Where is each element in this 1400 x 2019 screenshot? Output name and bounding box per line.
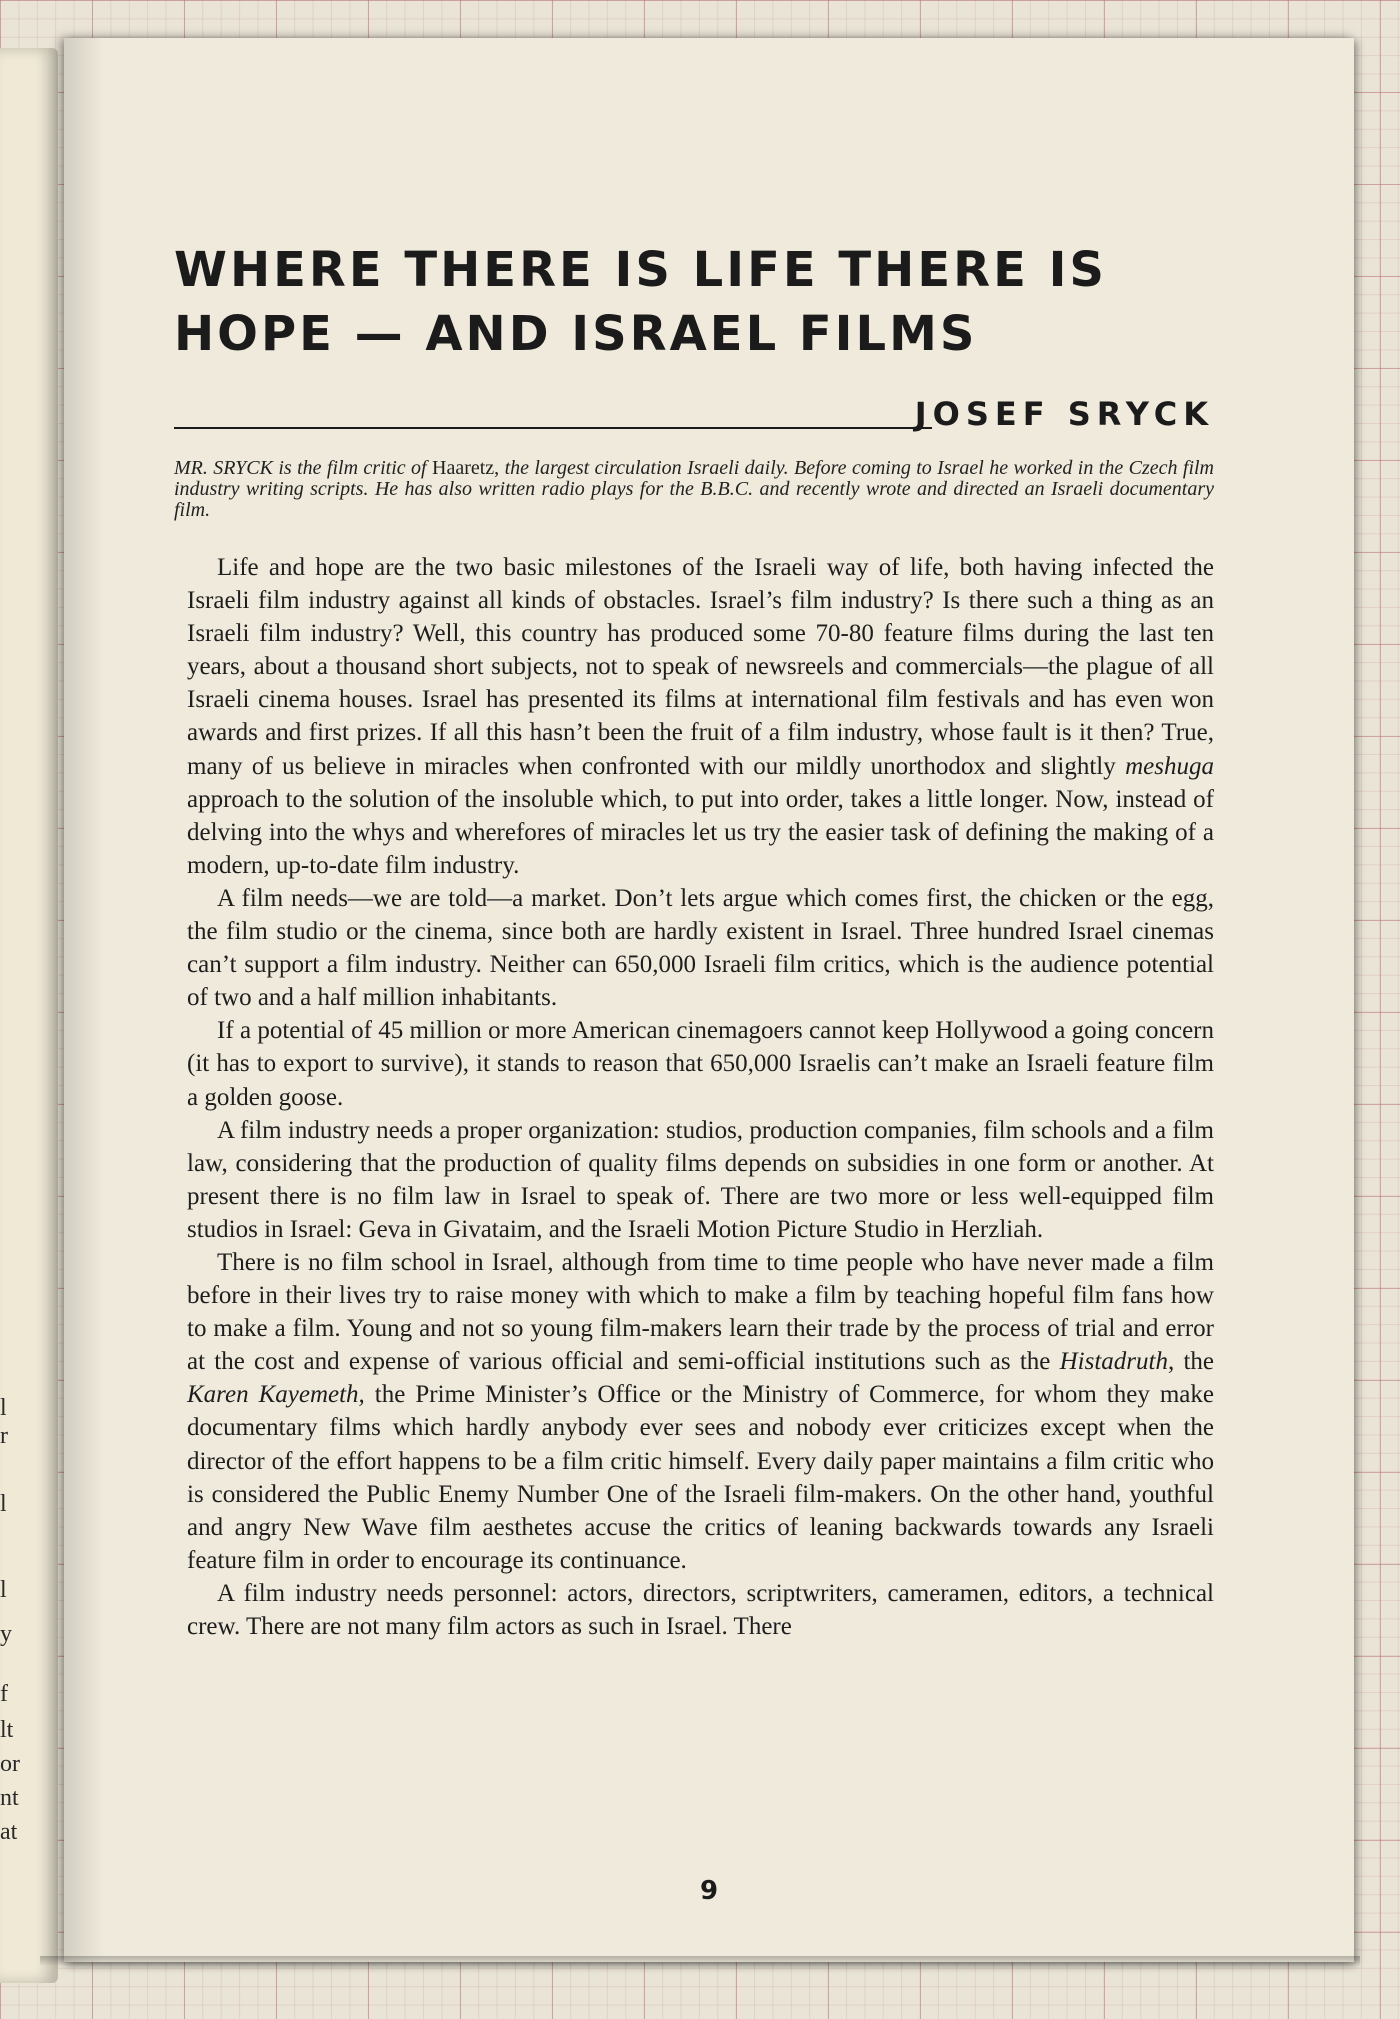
booklet-page [64, 38, 1354, 1962]
newspaper-name: Haaretz, [432, 457, 500, 479]
previous-page-fragment: or [0, 1751, 20, 1777]
body-paragraph: There is no film school in Israel, although from time to time people who have never made a film before in their lives try to raise money with which to make a film by teaching hopeful film fans how to make a film. Young and not so young film-makers learn their trade by the process of trial and error at the cost and expense of various official and semi-official institutions such as the Histadruth, the Karen Kayemeth, the Prime Minister’s Office or the Ministry of Commerce, for whom they make documentary films which hardly anybody ever sees and nobody ever criticizes except when the director of the effort happens to be a film critic himself. Every daily paper maintains a film critic who is considered the Public Enemy Number One of the Israeli film-makers. On the other hand, youthful and angry New Wave film aesthetes accuse the critics of leaning backwards towards any Israeli feature film in order to encourage its continuance. [187, 1248, 1214, 1574]
previous-page-fragment: l [0, 1577, 7, 1603]
author-intro: MR. SRYCK is the film critic of Haaretz, the largest circulation Israeli daily. Before coming to Israel he worked in the Czech film industry writing scripts. He has also written radio plays for the B.B.C. and recently wrote and directed an Israeli documentary film. [174, 457, 1214, 521]
page-number: 9 [699, 1876, 719, 1906]
body-paragraph: A film industry needs personnel: actors, directors, scriptwriters, cameramen, editors, a technical crew. There are not many film actors as such in Israel. There [187, 1579, 1214, 1640]
previous-page-fragment: lt [0, 1717, 14, 1743]
author-byline: JOSEF SRYCK [914, 395, 1214, 433]
previous-page-edge [0, 48, 58, 1983]
body-paragraph: If a potential of 45 million or more American cinemagoers cannot keep Hollywood a going concern (it has to export to survive), it stands to reason that 650,000 Israelis can’t make an Israeli feature film a golden goose. [187, 1017, 1214, 1111]
previous-page-fragment: y [0, 1621, 12, 1647]
article-body [187, 551, 1214, 1643]
previous-page-fragment: l [0, 1395, 7, 1421]
body-paragraph: A film industry needs a proper organization: studios, production companies, film schools and a film law, considering that the production of quality films depends on subsidies in one form or another. At present there is no film law in Israel to speak of. There are two more or less well-equipped film studios in Israel: Geva in Givataim, and the Israeli Motion Picture Studio in Herzliah. [187, 1116, 1214, 1243]
previous-page-fragment: f [0, 1681, 8, 1707]
previous-page-fragment: nt [0, 1785, 19, 1811]
body-paragraph: A film needs—we are told—a market. Don’t lets argue which comes first, the chicken or the egg, the film studio or the cinema, since both are hardly existent in Israel. Three hundred Israel cinemas can’t support a film industry. Neither can 650,000 Israeli film critics, which is the audience potential of two and a half million inhabitants. [187, 884, 1214, 1012]
page-shadow [40, 1956, 1360, 1966]
previous-page-fragment: l [0, 1491, 7, 1517]
article-title: WHERE THERE IS LIFE THERE IS HOPE — AND ISRAEL FILMS [174, 242, 1107, 362]
body-paragraph: Life and hope are the two basic milestones of the Israeli way of life, both having infected the Israeli film industry against all kinds of obstacles. Israel’s film industry? Is there such a thing as an Israeli film industry? Well, this country has produced some 70-80 feature films during the last ten years, about a thousand short subjects, not to speak of newsreels and commercials—the plague of all Israeli cinema houses. Israel has presented its films at international film festivals and has even won awards and first prizes. If all this hasn’t been the fruit of a film industry, whose fault is it then? True, many of us believe in miracles when confronted with our mildly unorthodox and slightly meshuga approach to the solution of the insoluble which, to put into order, takes a little longer. Now, instead of delving into the whys and wherefores of miracles let us try the easier task of defining the making of a modern, up-to-date film industry. [187, 554, 1214, 879]
byline-rule [174, 427, 932, 429]
previous-page-fragment: at [0, 1819, 18, 1845]
previous-page-fragment: r [0, 1423, 8, 1449]
